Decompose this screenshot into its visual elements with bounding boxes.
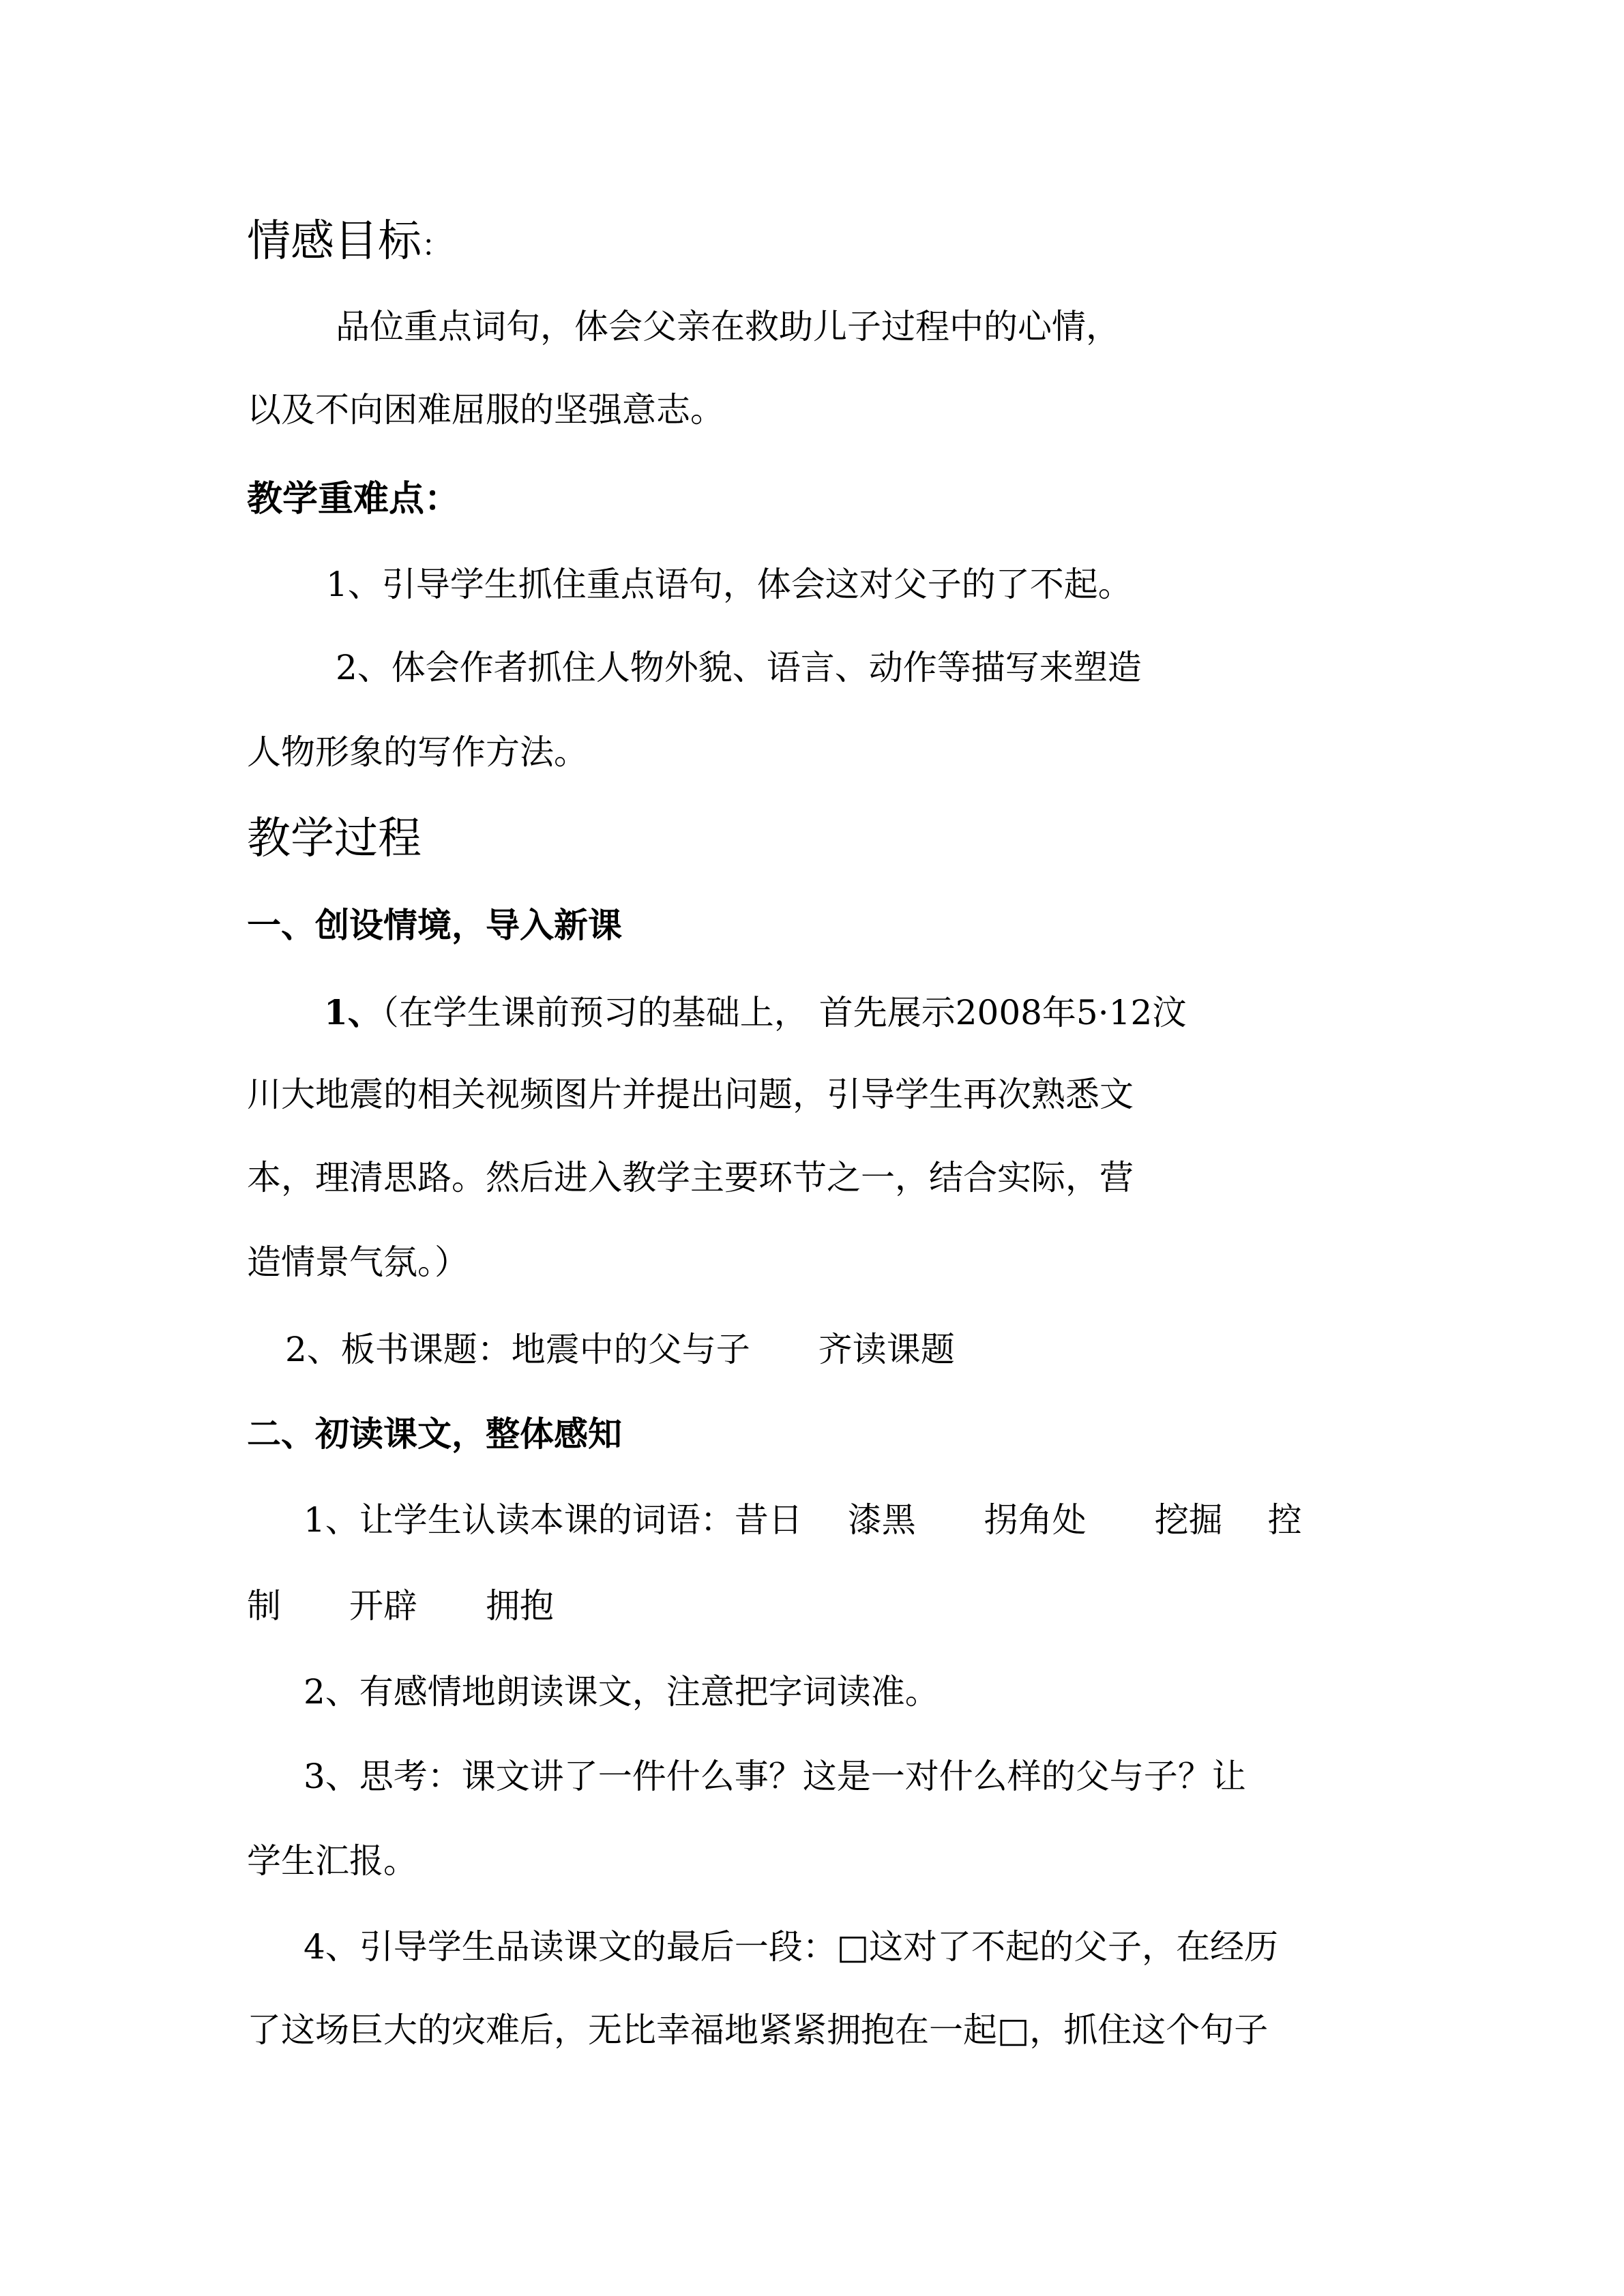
section-1-heading: 一、创设情境，导入新课 (247, 905, 622, 945)
section-2-heading: 二、初读课文，整体感知 (247, 1414, 622, 1454)
emotion-goal-heading (247, 216, 452, 267)
s2-item-4-line-2: 了这场巨大的灾难后，无比幸福地紧紧拥抱在一起□，抓住这个句子 (247, 2010, 1269, 2050)
s1-item-1-line-3: 本，理清思路。然后进入教学主要环节之一，结合实际，营 (247, 1158, 1134, 1197)
key-point-2-line-1: 2、体会作者抓住人物外貌、语言、动作等描写来塑造 (336, 648, 1142, 687)
emotion-goal-heading-text: 情感目标 (247, 216, 422, 267)
s1-item-1-line-2: 川大地震的相关视频图片并提出问题，引导学生再次熟悉文 (247, 1075, 1134, 1114)
s1-item-1-line-4: 造情景气氛。） (247, 1242, 469, 1282)
process-heading: 教学过程 (247, 814, 422, 864)
s1-item-2: 2、板书课题：地震中的父与子 齐读课题 (285, 1330, 955, 1369)
s2-item-1-line-2: 制 开辟 拥抱 (247, 1586, 554, 1626)
s1-item-1-line-1 (324, 992, 1187, 1032)
key-point-1: 1、引导学生抓住重点语句，体会这对父子的了不起。 (326, 565, 1132, 604)
s1-item-1-line-1-text: （在学生课前预习的基础上， 首先展示2008年5·12汶 (381, 993, 1187, 1032)
emotion-goal-heading-colon: ： (422, 228, 452, 263)
emotion-goal-line-2: 以及不向困难屈服的坚强意志。 (247, 390, 724, 430)
s2-item-1-line-1: 1、让学生认读本课的词语：昔日 漆黑 拐角处 挖掘 控 (304, 1500, 1302, 1540)
s2-item-3-line-1: 3、思考：课文讲了一件什么事？这是一对什么样的父与子？让 (304, 1757, 1246, 1796)
s1-item-1-number: 1、 (324, 992, 382, 1032)
s2-item-2: 2、有感情地朗读课文，注意把字词读准。 (304, 1672, 939, 1712)
s2-item-4-line-1: 4、引导学生品读课文的最后一段：□这对了不起的父子，在经历 (304, 1927, 1279, 1967)
s2-item-3-line-2: 学生汇报。 (247, 1841, 417, 1881)
key-point-2-line-2: 人物形象的写作方法。 (247, 732, 588, 772)
emotion-goal-line-1: 品位重点词句，体会父亲在救助儿子过程中的心情， (336, 307, 1120, 346)
key-points-heading: 教学重难点： (247, 478, 460, 520)
